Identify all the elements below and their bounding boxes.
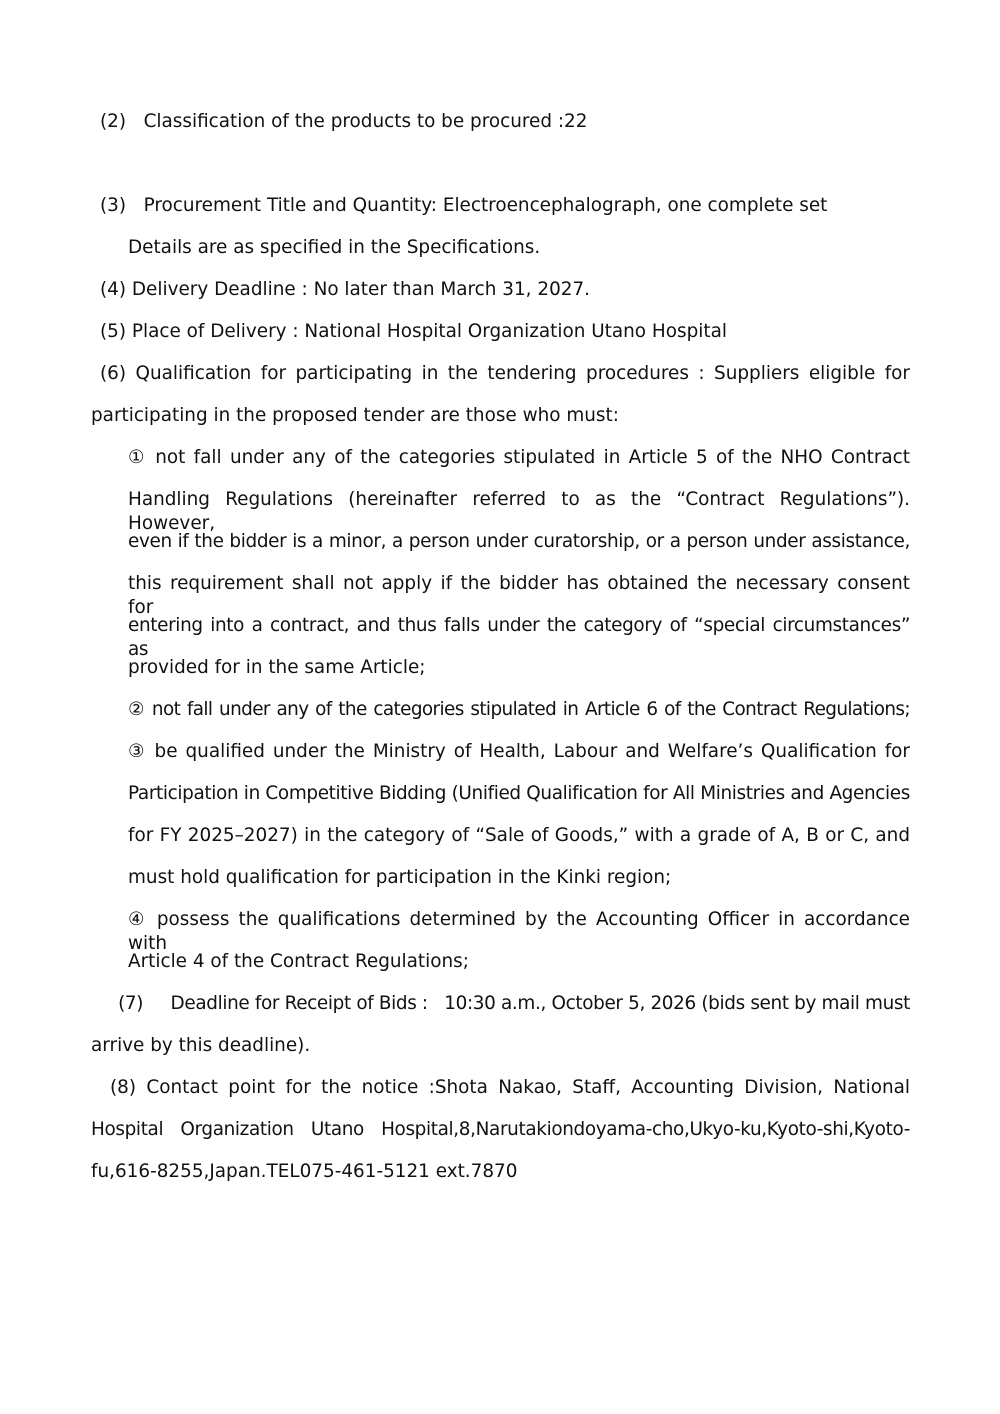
- sub-item-1-line-1: ① not fall under any of the categories stipulated in Article 5 of the NHO Contract: [128, 447, 910, 468]
- sub-item-1-line-5: entering into a contract, and thus falls under the category of “special circumstances” as: [128, 615, 910, 660]
- sub-item-3-line-2: Participation in Competitive Bidding (Unified Qualification for All Ministries and Agencies: [128, 783, 910, 804]
- item-3-procurement-title: (3) Procurement Title and Quantity: Electroencephalograph, one complete set: [100, 195, 828, 216]
- sub-item-1-line-2: Handling Regulations (hereinafter referred to as the “Contract Regulations”). However,: [128, 489, 910, 534]
- sub-item-1-line-4: this requirement shall not apply if the bidder has obtained the necessary consent for: [128, 573, 910, 618]
- item-6-qualification-cont: participating in the proposed tender are those who must:: [91, 405, 619, 426]
- item-7-bid-deadline: (7) Deadline for Receipt of Bids : 10:30 a.m., October 5, 2026 (bids sent by mail must: [118, 993, 910, 1014]
- sub-item-3-line-3: for FY 2025–2027) in the category of “Sale of Goods,” with a grade of A, B or C, and: [128, 825, 910, 846]
- sub-item-1-line-6: provided for in the same Article;: [128, 657, 426, 678]
- item-5-place-of-delivery: (5) Place of Delivery : National Hospital Organization Utano Hospital: [100, 321, 727, 342]
- sub-item-4-line-2: Article 4 of the Contract Regulations;: [128, 951, 469, 972]
- item-4-delivery-deadline: (4) Delivery Deadline : No later than March 31, 2027.: [100, 279, 591, 300]
- sub-item-4-line-1: ④ possess the qualifications determined by the Accounting Officer in accordance with: [128, 909, 910, 954]
- item-8-contact-address: Hospital Organization Utano Hospital,8,Narutakiondoyama-cho,Ukyo-ku,Kyoto-shi,Kyoto-: [91, 1119, 910, 1140]
- item-8-contact-phone: fu,616-8255,Japan.TEL075-461-5121 ext.7870: [91, 1161, 518, 1182]
- sub-item-1-line-3: even if the bidder is a minor, a person under curatorship, or a person under assistance,: [128, 531, 910, 552]
- sub-item-3-line-1: ③ be qualified under the Ministry of Health, Labour and Welfare’s Qualification for: [128, 741, 910, 762]
- sub-item-2-line-1: ② not fall under any of the categories stipulated in Article 6 of the Contract Regulations;: [128, 699, 910, 720]
- item-7-bid-deadline-cont: arrive by this deadline).: [91, 1035, 311, 1056]
- item-2-classification: (2) Classification of the products to be procured :22: [100, 111, 588, 132]
- item-6-qualification: (6) Qualification for participating in the tendering procedures : Suppliers eligible for: [100, 363, 910, 384]
- item-3-details: Details are as specified in the Specifications.: [128, 237, 541, 258]
- item-8-contact-point: (8) Contact point for the notice :Shota Nakao, Staff, Accounting Division, National: [110, 1077, 910, 1098]
- sub-item-3-line-4: must hold qualification for participation in the Kinki region;: [128, 867, 672, 888]
